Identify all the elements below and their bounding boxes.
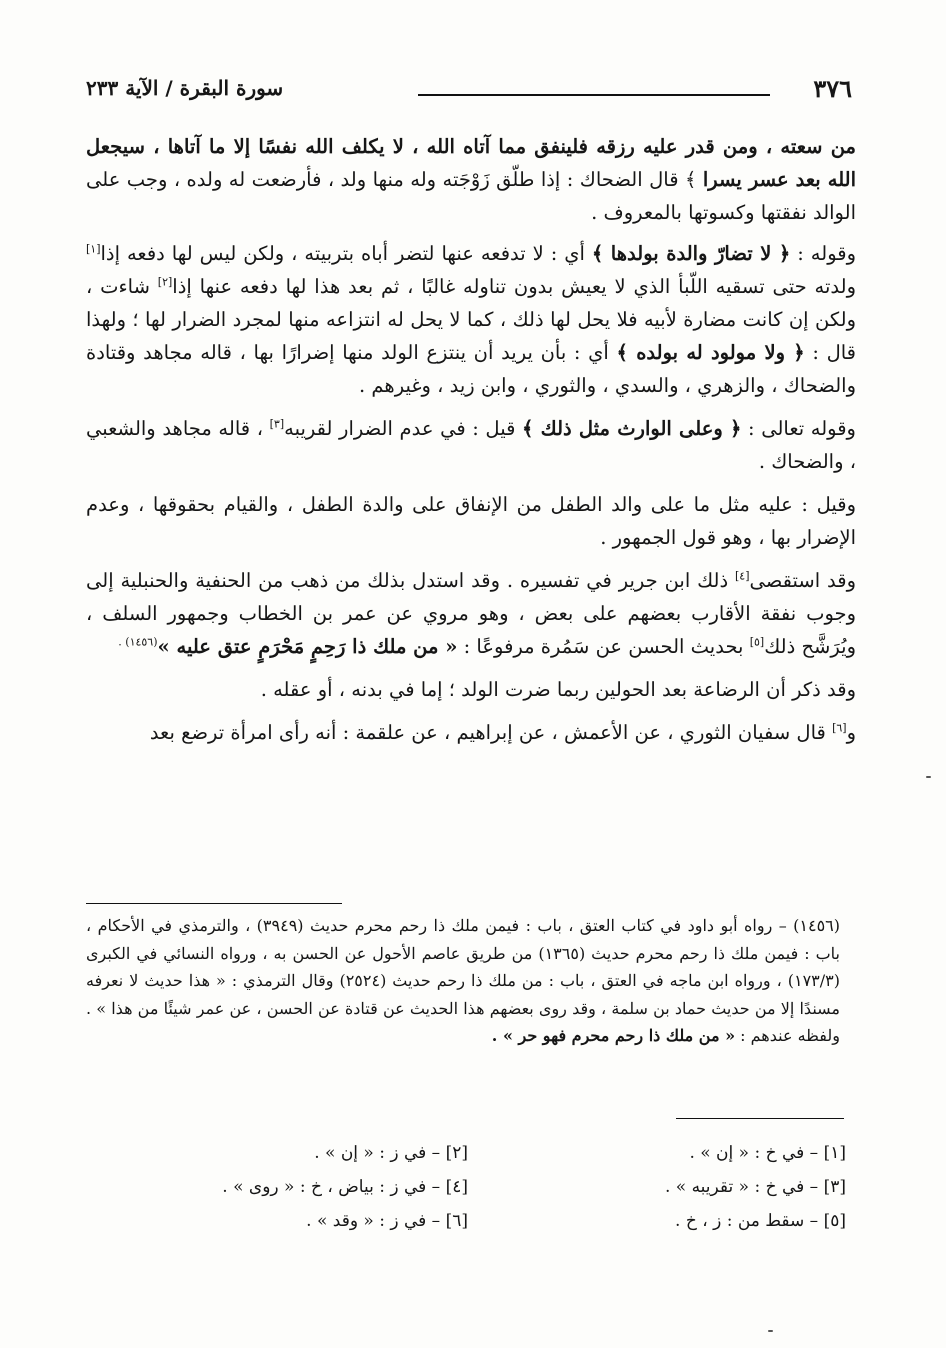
surah-title: سورة البقرة / الآية ٢٣٣ — [86, 76, 284, 100]
variants-separator — [676, 1118, 844, 1119]
text-run: ولدته حتى تسقيه اللّبأ الذي لا يعيش بدون تناوله غالبًا ، ثم بعد هذا لها دفعه عنها إذا — [172, 275, 856, 298]
quran-verse: ﴿ وعلى الوارث مثل ذلك ﴾ — [522, 417, 742, 440]
hadith-quote: « من ملك ذا رَحِمٍ مَحْرَمٍ عتق عليه » — [157, 635, 458, 658]
text-run: ذلك ابن جرير في تفسيره . وقد استدل بذلك من ذهب من الحنفية والحنبلية إلى وجوب نفقة الأقارب بعضهم على بعض ، وهو مروي عن عمر بن الخطاب وجمهور السلف ، ويُرَشَّح ذلك — [86, 569, 856, 658]
variant-note: [٢] – في ز : « إن » . — [314, 1143, 468, 1163]
page-number: ٣٧٦ — [813, 74, 852, 103]
paragraph — [86, 412, 856, 478]
manuscript-variants — [110, 1136, 846, 1238]
header-rule — [418, 94, 770, 96]
text-run: وقوله تعالى : — [748, 417, 856, 440]
hadith-quote: « من ملك ذا رحم محرم فهو حر » . — [491, 1026, 736, 1045]
scan-speck — [926, 776, 931, 778]
footnote-ref[interactable]: [٣] — [269, 417, 285, 431]
quran-verse: من سعته ، ومن قدر عليه رزقه فلينفق مما آتاه الله ، لا يكلف الله نفسًا إلا ما آتاها ، سيجعل الله بعد عسر يسرا — [86, 135, 857, 191]
footnote-text: (١٤٥٦) – رواه أبو داود في كتاب العتق ، باب : فيمن ملك ذا رحم محرم حديث (٣٩٤٩) ، والترمذي في الأحكام ، باب : فيمن ملك ذا رحم محرم حديث (١٣٦٥) من طريق عاصم الأحول عن الحسن به ، ورواه النسائي في الكبرى (١٧٣/٣) ، ورواه ابن ماجه في العتق ، باب : من ملك ذا رحم حديث (٢٥٢٤) وقال الترمذي : « هذا حديث لا نعرفه مسندًا إلا من حديث حماد بن سلمة ، وقد روى بعضهم هذا الحديث عن قتادة عن الحسن ، عن عمر شيئًا من هذا » . ولفظه عندهم : — [86, 916, 841, 1045]
main-text — [86, 130, 856, 759]
footnote-ref[interactable]: [٢] — [157, 275, 173, 289]
text-run: ﴾ قال الضحاك : إذا طلّق زَوْجَته وله منها ولد ، فأرضعت له ولده ، وجب على الوالد نفقتها وكسوتها بالمعروف . — [86, 168, 856, 224]
text-run: وقد استقصى — [749, 569, 856, 592]
text-run: قيل : في عدم الضرار لقريبه — [284, 417, 516, 440]
running-header — [86, 74, 852, 114]
text-run: شاءت ، ولكن إن كانت مضارة لأبيه فلا يحل لها ذلك ، كما لا يحل له انتزاعه منها لمجرد الضرار لها ؛ ولهذا قال : — [86, 275, 857, 364]
text-run: بحديث الحسن عن سَمُرة مرفوعًا : — [463, 635, 744, 658]
variant-note: [٤] – في ز : بياض ، خ : « روى » . — [222, 1177, 468, 1197]
text-run: وقد ذكر أن الرضاعة بعد الحولين ربما ضرت الولد ؛ إما في بدنه ، أو عقله . — [260, 678, 856, 701]
paragraph — [86, 488, 856, 554]
text-run: أي : لا تدفعه عنها لتضر أباه بتربيته ، ولكن ليس لها دفعه إذا — [100, 242, 585, 265]
variant-note: [٦] – في ز : « وقد » . — [306, 1211, 468, 1231]
variant-note: [٣] – في خ : « تقريبه » . — [664, 1177, 846, 1197]
footnote-ref[interactable]: [٥] — [749, 635, 765, 649]
footnote-ref[interactable]: [١] — [86, 242, 101, 256]
paragraph — [86, 237, 856, 402]
text-run: و — [846, 721, 856, 744]
quran-verse: ﴿ لا تضارّ والدة بولدها ﴾ — [591, 242, 791, 265]
footnote-ref[interactable]: [٦] — [832, 721, 847, 735]
text-run: قال سفيان الثوري ، عن الأعمش ، عن إبراهيم ، عن علقمة : أنه رأى امرأة ترضع بعد — [149, 721, 826, 744]
quran-verse: ﴿ ولا مولود له بولده ﴾ — [616, 341, 805, 364]
variant-note: [١] – في خ : « إن » . — [689, 1143, 846, 1163]
paragraph — [86, 673, 856, 706]
variant-note: [٥] – سقط من : ز ، خ . — [675, 1211, 846, 1231]
text-run: أي : بأن يريد أن ينتزع الولد منها إضرارًا بها ، قاله مجاهد وقتادة والضحاك ، والزهري ، والسدي ، والثوري ، وابن زيد ، وغيرهم . — [86, 341, 856, 397]
paragraph — [86, 716, 856, 749]
footnote-separator — [86, 903, 342, 904]
scan-speck — [768, 1330, 773, 1332]
text-run: وقوله : — [797, 242, 857, 265]
paragraph — [86, 130, 856, 229]
footnote-ref[interactable]: [٤] — [735, 569, 750, 583]
text-run: ، قاله مجاهد والشعبي ، والضحاك . — [86, 417, 856, 473]
footnote-1456 — [86, 912, 840, 1050]
footnote-ref[interactable]: (١٤٥٦) . — [118, 635, 158, 649]
paragraph — [86, 564, 856, 663]
text-run: وقيل : عليه مثل ما على والد الطفل من الإنفاق على والدة الطفل ، والقيام بحقوقها ، وعدم الإضرار بها ، وهو قول الجمهور . — [86, 493, 856, 549]
